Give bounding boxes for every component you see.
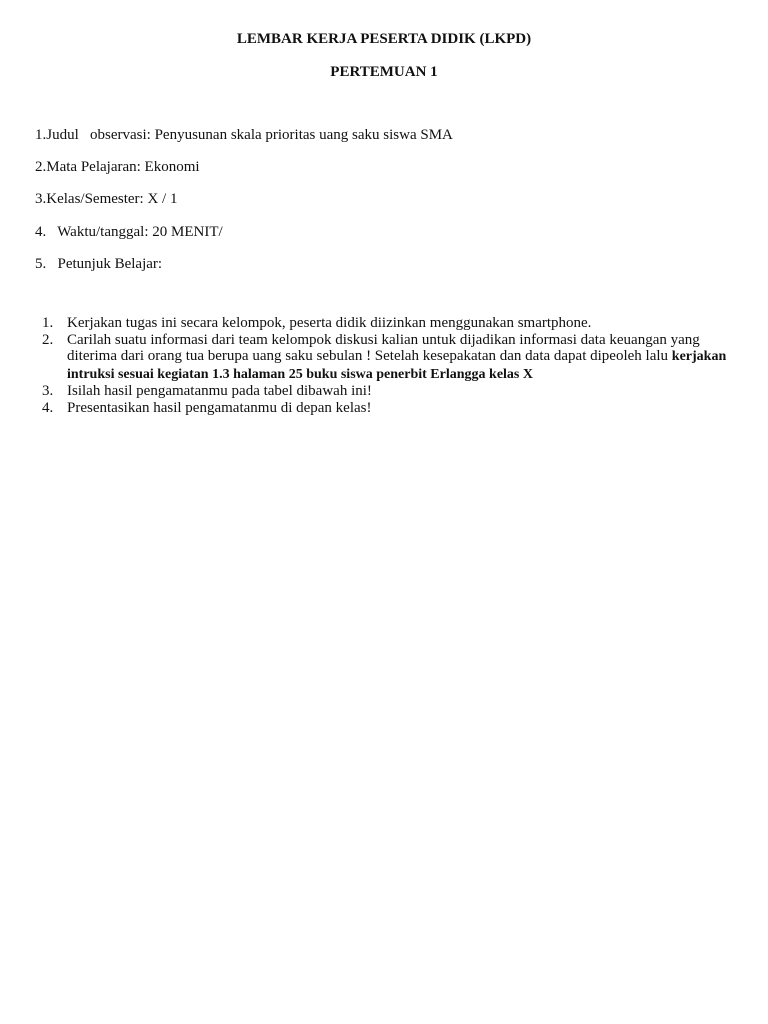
instruction-number: 3. <box>42 383 54 399</box>
info-petunjuk-belajar: 5. Petunjuk Belajar: <box>35 256 163 272</box>
instruction-number: 4. <box>42 399 54 416</box>
info-mata-pelajaran: 2.Mata Pelajaran: Ekonomi <box>35 159 200 175</box>
instruction-text: Kerjakan tugas ini secara kelompok, peserta didik diizinkan menggunakan smartphone. <box>67 315 592 331</box>
instruction-item <box>35 400 740 417</box>
instruction-item <box>35 383 740 400</box>
instruction-item <box>35 315 740 332</box>
instruction-number: 1. <box>42 315 54 331</box>
instruction-text: Presentasikan hasil pengamatanmu di depan kelas! <box>67 399 372 416</box>
info-kelas-semester: 3.Kelas/Semester: X / 1 <box>35 191 178 207</box>
instruction-list <box>35 315 740 416</box>
instruction-bold-text: kerjakan intruksi sesuai kegiatan 1.3 halaman 25 buku siswa penerbit Erlangga kelas X <box>67 349 727 382</box>
info-judul: 1.Judul observasi: Penyusunan skala prioritas uang saku siswa SMA <box>35 127 453 143</box>
instruction-text: Carilah suatu informasi dari team kelompok diskusi kalian untuk dijadikan informasi data keuangan yang diterima dari orang tua berupa uang saku sebulan ! Setelah kesepakatan dan data dapat dipeoleh lalu <box>67 331 700 364</box>
info-waktu-tanggal: 4. Waktu/tanggal: 20 MENIT/ <box>35 224 223 240</box>
instruction-number: 2. <box>42 331 54 348</box>
document-title: LEMBAR KERJA PESERTA DIDIK (LKPD) <box>236 31 532 47</box>
meeting-subtitle: PERTEMUAN 1 <box>330 64 438 80</box>
instruction-text: Isilah hasil pengamatanmu pada tabel dibawah ini! <box>67 383 372 399</box>
instruction-item <box>35 332 740 384</box>
